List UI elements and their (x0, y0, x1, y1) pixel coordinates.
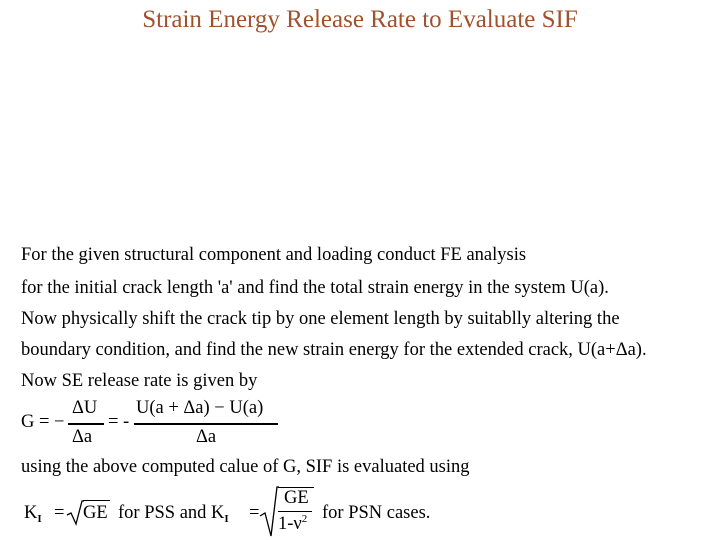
k2-equals: = (249, 503, 260, 523)
body-line-1: For the given structural component and loading conduct FE analysis (21, 245, 527, 265)
pss-text: for PSS and $K_I$ (118, 503, 229, 525)
body-line-2: for the initial crack length 'a' and find the total strain energy in the system U(a). (21, 278, 609, 298)
eq-fraction-bar-1 (68, 423, 104, 425)
eq-num1: ΔU (72, 398, 98, 418)
sqrt-symbol-2 (259, 486, 279, 538)
body-line-4: boundary condition, and find the new strain energy for the extended crack, U(a+Δa). (21, 340, 647, 360)
sqrt-den-2: $1-\nu^2$ (278, 513, 308, 534)
k1-symbol: $K_I$ (24, 503, 42, 525)
eq-den1: Δa (72, 427, 93, 447)
eq-lhs: G = − (21, 412, 65, 432)
sqrt-symbol-1 (66, 500, 84, 526)
eq-fraction-bar-2 (134, 423, 278, 425)
psn-text: for PSN cases. (322, 503, 431, 523)
sqrt-num-2: GE (284, 488, 309, 508)
sqrt-content-1: GE (83, 503, 108, 523)
eq-den2: Δa (196, 427, 217, 447)
sqrt-fraction-bar-2 (278, 511, 312, 512)
body-line-5: Now SE release rate is given by (21, 371, 258, 391)
body-line-3: Now physically shift the crack tip by one element length by suitablly altering the (21, 309, 620, 329)
sqrt-bar-1 (83, 500, 110, 501)
slide-title: Strain Energy Release Rate to Evaluate SIF (142, 6, 578, 33)
eq-equals-2: = - (108, 412, 130, 432)
k1-equals: = (54, 503, 65, 523)
eq-num2: U(a + Δa) − U(a) (136, 398, 264, 418)
body-line-6: using the above computed calue of G, SIF is evaluated using (21, 457, 470, 477)
